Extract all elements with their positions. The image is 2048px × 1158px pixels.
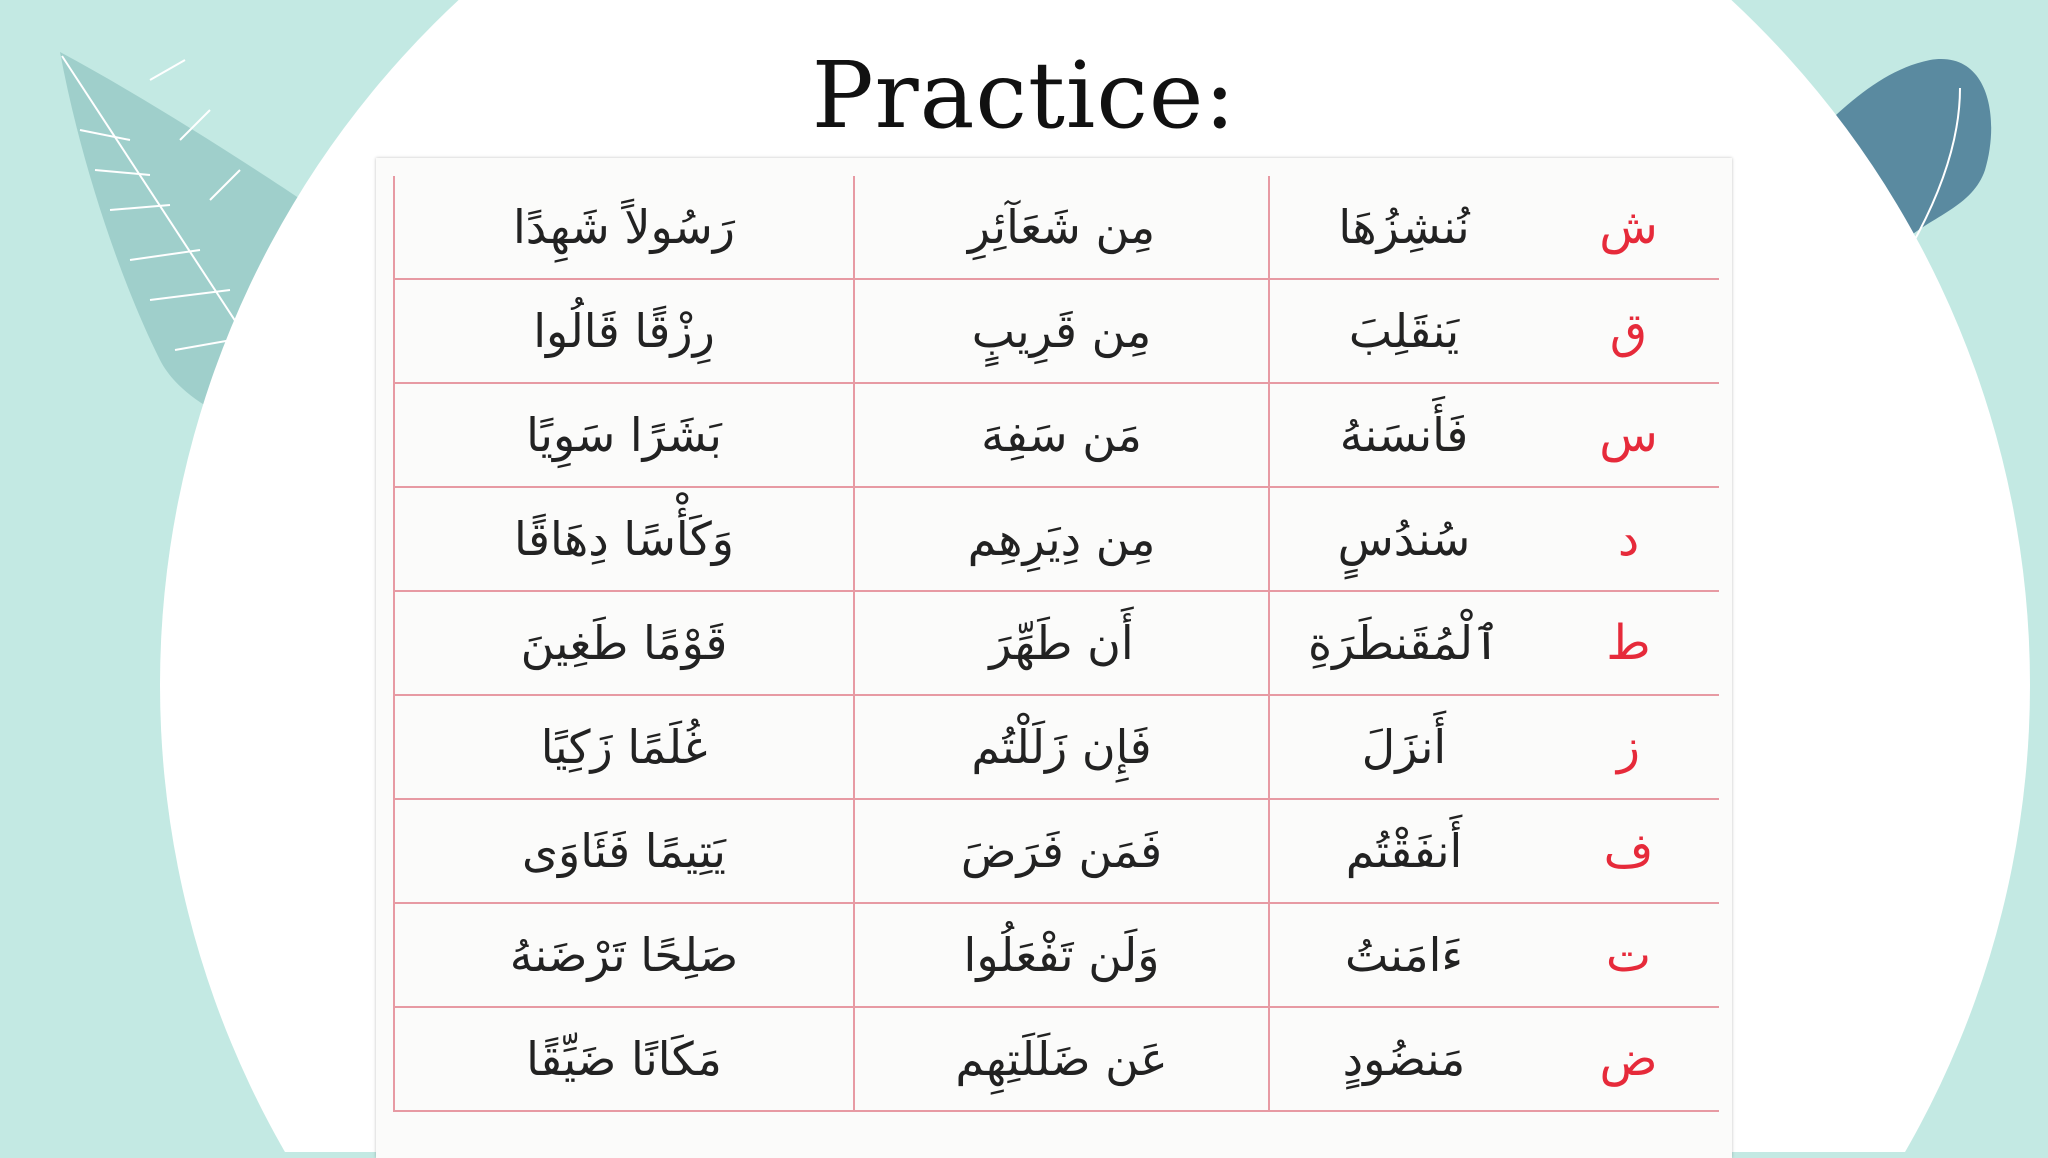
practice-letter: ف — [1603, 823, 1654, 879]
practice-word: ٱلْمُقَنطَرَةِ — [1308, 616, 1500, 670]
word-cell — [394, 383, 854, 487]
word-cell — [1269, 1007, 1538, 1111]
practice-word: مِن قَرِيبٍ — [971, 304, 1152, 358]
practice-letter: ط — [1606, 615, 1651, 671]
word-cell — [1269, 903, 1538, 1007]
practice-word: أَن طَهِّرَ — [989, 616, 1134, 670]
table-row — [394, 176, 1719, 279]
word-cell — [854, 591, 1269, 695]
word-cell — [1269, 695, 1538, 799]
practice-word: فَمَن فَرَضَ — [960, 824, 1163, 878]
letter-cell — [1538, 695, 1719, 799]
word-cell — [854, 695, 1269, 799]
word-cell — [854, 903, 1269, 1007]
practice-word: سُندُسٍ — [1337, 512, 1471, 566]
letter-cell — [1538, 279, 1719, 383]
practice-letter: د — [1617, 511, 1640, 567]
practice-word: مَكَانًا ضَيِّقًا — [526, 1032, 722, 1086]
practice-word: غُلَمًا زَكِيًا — [540, 720, 708, 774]
table-row — [394, 487, 1719, 591]
letter-cell — [1538, 903, 1719, 1007]
practice-word: عَن ضَلَلَتِهِم — [955, 1032, 1168, 1086]
practice-word: مَن سَفِهَ — [981, 408, 1142, 462]
practice-word: رَسُولاً شَهِدًا — [512, 200, 736, 254]
practice-word: يَنقَلِبَ — [1348, 304, 1460, 358]
word-cell — [854, 176, 1269, 279]
word-cell — [394, 176, 854, 279]
practice-word: وَلَن تَفْعَلُوا — [963, 928, 1160, 982]
practice-word: مِن دِيَرِهِم — [967, 512, 1156, 566]
word-cell — [854, 799, 1269, 903]
practice-letter: ض — [1599, 1031, 1658, 1087]
word-cell — [394, 279, 854, 383]
practice-letter: ق — [1609, 303, 1648, 359]
letter-cell — [1538, 591, 1719, 695]
word-cell — [854, 487, 1269, 591]
practice-letter: ش — [1599, 199, 1658, 255]
practice-letter: س — [1599, 407, 1658, 463]
table-row — [394, 799, 1719, 903]
letter-cell — [1538, 383, 1719, 487]
word-cell — [394, 1007, 854, 1111]
table-row — [394, 383, 1719, 487]
word-cell — [1269, 279, 1538, 383]
practice-letter: ت — [1605, 927, 1652, 983]
word-cell — [1269, 799, 1538, 903]
practice-word: وَكَأْسًا دِهَاقًا — [513, 512, 735, 566]
word-cell — [1269, 176, 1538, 279]
practice-word: فَأَنسَنهُ — [1339, 408, 1469, 462]
practice-word: مِن شَعَآئِرِ — [967, 200, 1156, 254]
letter-cell — [1538, 1007, 1719, 1111]
practice-word: نُنشِزُهَا — [1338, 200, 1470, 254]
word-cell — [394, 591, 854, 695]
word-cell — [854, 1007, 1269, 1111]
word-cell — [394, 799, 854, 903]
practice-word: بَشَرًا سَوِيًا — [526, 408, 722, 462]
practice-word: فَإِن زَلَلْتُم — [971, 720, 1152, 774]
practice-table — [393, 176, 1719, 1112]
word-cell — [1269, 487, 1538, 591]
table-row — [394, 903, 1719, 1007]
practice-letter: ز — [1616, 719, 1641, 775]
practice-word: رِزْقًا قَالُوا — [533, 304, 715, 358]
practice-word: صَلِحًا تَرْضَنهُ — [509, 928, 739, 982]
word-cell — [394, 695, 854, 799]
table-row — [394, 591, 1719, 695]
word-cell — [854, 279, 1269, 383]
word-cell — [1269, 383, 1538, 487]
table-row — [394, 695, 1719, 799]
word-cell — [394, 487, 854, 591]
table-row — [394, 1007, 1719, 1111]
practice-word: قَوْمًا طَغِينَ — [520, 616, 728, 670]
practice-word: يَتِيمًا فَئَاوَى — [522, 824, 726, 878]
letter-cell — [1538, 487, 1719, 591]
letter-cell — [1538, 176, 1719, 279]
practice-sheet — [376, 158, 1732, 1158]
practice-word: أَنفَقْتُم — [1345, 824, 1463, 878]
word-cell — [394, 903, 854, 1007]
practice-word: أَنزَلَ — [1361, 720, 1447, 774]
table-row — [394, 279, 1719, 383]
practice-word: مَنضُودٍ — [1342, 1032, 1466, 1086]
practice-word: ءَامَنتُ — [1344, 928, 1464, 982]
letter-cell — [1538, 799, 1719, 903]
page-title: Practice: — [811, 42, 1237, 149]
word-cell — [1269, 591, 1538, 695]
word-cell — [854, 383, 1269, 487]
